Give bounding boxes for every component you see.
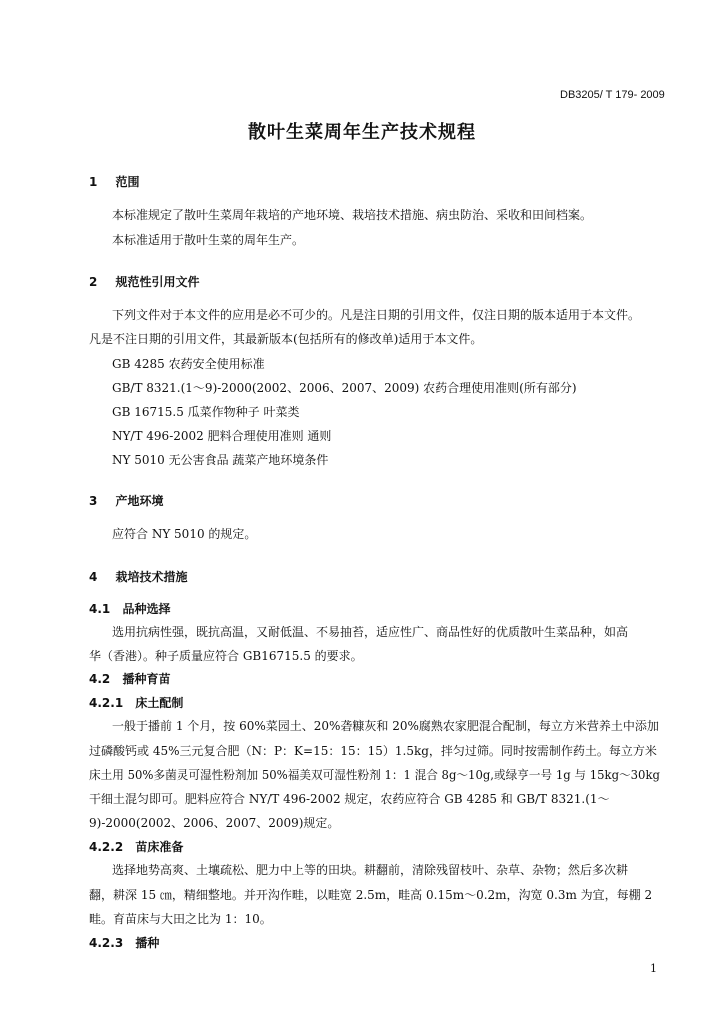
section-number: 4	[89, 570, 98, 584]
reference-item: GB 4285 农药安全使用标准	[112, 357, 265, 371]
document-title: 散叶生菜周年生产技术规程	[248, 122, 476, 143]
subsection-4-2-2-heading	[89, 838, 183, 855]
section-number: 1	[89, 175, 98, 189]
section-4-heading	[89, 568, 188, 585]
paragraph-line: 畦。育苗床与大田之比为 1：10。	[89, 912, 272, 926]
section-title: 规范性引用文件	[115, 275, 200, 289]
section-number: 4.1	[89, 602, 111, 616]
paragraph-line: 翻，耕深 15 ㎝，精细整地。并开沟作畦，以畦宽 2.5m，畦高 0.15m～0.2m，沟宽 0.3m 为宜，每棚 2	[89, 888, 653, 902]
reference-item: NY 5010 无公害食品 蔬菜产地环境条件	[112, 453, 329, 467]
reference-item: GB/T 8321.(1～9)-2000(2002、2006、2007、2009) 农药合理使用准则(所有部分)	[112, 381, 577, 395]
subsection-4-1-heading	[89, 600, 170, 617]
section-title: 苗床准备	[135, 840, 184, 854]
subsection-4-2-heading	[89, 670, 170, 687]
section-number: 2	[89, 275, 98, 289]
section-number: 4.2.2	[89, 840, 124, 854]
section-title: 产地环境	[115, 494, 164, 508]
section-3-heading	[89, 492, 164, 509]
paragraph-line: 选择地势高爽、土壤疏松、肥力中上等的田块。耕翻前，清除残留枝叶、杂草、杂物；然后多次耕	[112, 863, 629, 877]
document-code: DB3205/ T 179- 2009	[560, 89, 665, 101]
section-title: 栽培技术措施	[115, 570, 188, 584]
section-number: 4.2.1	[89, 696, 124, 710]
subsection-4-2-1-heading	[89, 694, 183, 711]
reference-item: NY/T 496-2002 肥料合理使用准则 通则	[112, 429, 332, 443]
section-title: 播种育苗	[122, 672, 171, 686]
subsection-4-2-3-heading	[89, 934, 159, 951]
section-number: 4.2.3	[89, 936, 124, 950]
paragraph-line: 下列文件对于本文件的应用是必不可少的。凡是注日期的引用文件，仅注日期的版本适用于本文件。	[112, 308, 641, 322]
paragraph-line: 干细土混匀即可。肥料应符合 NY/T 496-2002 规定，农药应符合 GB 4285 和 GB/T 8321.(1～	[89, 792, 610, 806]
paragraph-line: 床土用 50%多菌灵可湿性粉剂加 50%福美双可湿性粉剂 1：1 混合 8g～10g,或绿亨一号 1g 与 15kg～30kg	[89, 768, 660, 782]
paragraph: 应符合 NY 5010 的规定。	[112, 527, 257, 541]
paragraph-line: 选用抗病性强，既抗高温，又耐低温、不易抽苔，适应性广、商品性好的优质散叶生菜品种，如高	[112, 625, 629, 639]
paragraph: 本标准适用于散叶生菜的周年生产。	[112, 233, 305, 247]
section-number: 4.2	[89, 672, 111, 686]
reference-item: GB 16715.5 瓜菜作物种子 叶菜类	[112, 405, 300, 419]
section-1-heading	[89, 173, 140, 190]
paragraph-line: 华（香港）。种子质量应符合 GB16715.5 的要求。	[89, 649, 363, 663]
section-2-heading	[89, 273, 200, 290]
page-number: 1	[650, 962, 657, 975]
paragraph-line: 凡是不注日期的引用文件，其最新版本(包括所有的修改单)适用于本文件。	[89, 332, 483, 346]
paragraph-line: 一般于播前 1 个月，按 60%菜园土、20%砻糠灰和 20%腐熟农家肥混合配制，每立方米营养土中添加	[112, 719, 659, 733]
section-number: 3	[89, 494, 98, 508]
paragraph-line: 9)-2000(2002、2006、2007、2009)规定。	[89, 816, 340, 830]
section-title: 播种	[135, 936, 160, 950]
section-title: 品种选择	[122, 602, 171, 616]
section-title: 范围	[115, 175, 140, 189]
section-title: 床土配制	[135, 696, 184, 710]
paragraph-line: 过磷酸钙或 45%三元复合肥（N：P：K=15：15：15）1.5kg，拌匀过筛。同时按需制作药土。每立方米	[89, 744, 657, 758]
paragraph: 本标准规定了散叶生菜周年栽培的产地环境、栽培技术措施、病虫防治、采收和田间档案。	[112, 208, 593, 222]
